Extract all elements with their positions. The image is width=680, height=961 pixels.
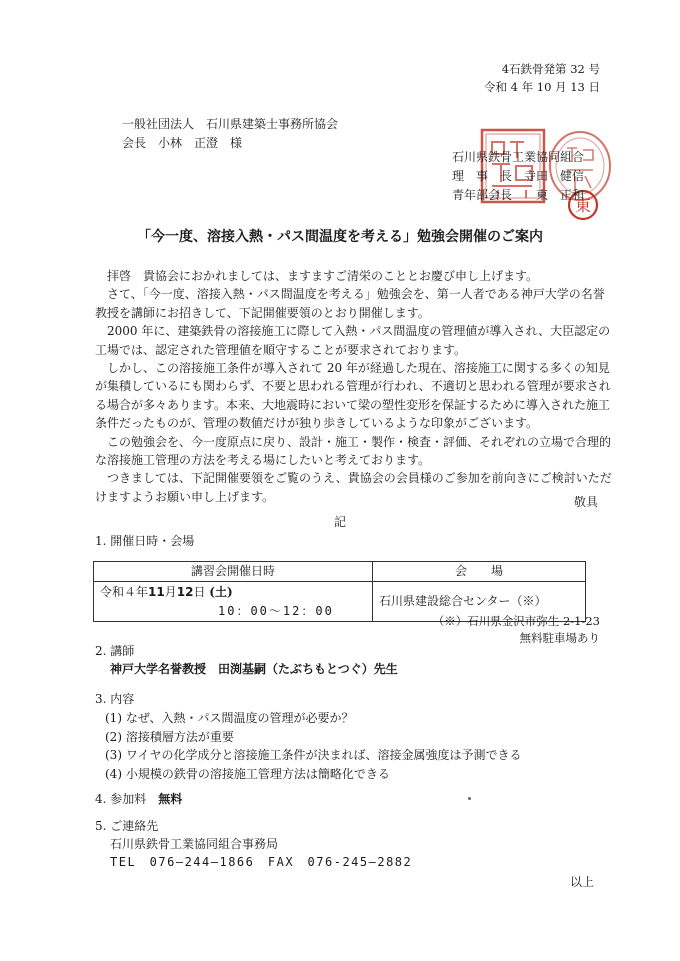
- contact-phone-fax: TEL 076―244―1866 FAX 076-245―2882: [110, 855, 413, 869]
- venue-parking: 無料駐車場あり: [519, 631, 600, 645]
- body-text: [95, 267, 615, 506]
- addressee-block: [122, 115, 338, 153]
- list-item: (1) なぜ、入熱・パス間温度の管理が必要か？: [105, 711, 354, 725]
- list-item: (4) 小規模の鉄骨の溶接施工管理方法は簡略化できる: [105, 766, 390, 781]
- body-paragraph-3: 2000 年に、建築鉄骨の溶接施工に際して入熱・パス間温度の管理値が導入され、大臣認定の工場では、認定された管理値を順守することが要求されております。: [95, 324, 611, 357]
- venue-note: [433, 613, 600, 647]
- ki-marker: 記: [333, 515, 346, 529]
- content-list: [105, 709, 521, 783]
- body-paragraph-6: つきましては、下記開催要領をご覧のうえ、貴協会の会員様のご参加を前向きにご検討いただけますようお願い申し上げます。: [95, 471, 612, 504]
- document-title: 「今一度、溶接入熱・パス間温度を考える」勉強会開催のご案内: [137, 229, 543, 245]
- date-month: 11: [148, 585, 165, 599]
- section-1-title: 1. 開催日時・会場: [95, 534, 195, 548]
- lecturer-name: 神戸大学名誉教授 田渕基嗣（たぶちもとつぐ）先生: [110, 662, 398, 676]
- addressee-person: 会長 小林 正澄 様: [122, 136, 243, 150]
- body-paragraph-4: しかし、この溶接施工条件が導入されて 20 年が経過した現在、溶接施工に関する多くの知見が集積しているにも関わらず、不要と思われる管理が行われ、不適切と思われる管理が要求される場合が多々あります。本来、大地震時において梁の塑性変形を保証するために導入された施工条件だったものが、管理の数値だけが独り歩きしているような印象がございます。: [95, 361, 611, 431]
- document-number: 4石鉄骨発第 32 号: [501, 62, 600, 76]
- section-3-title: 3. 内容: [95, 692, 135, 706]
- date-day-unit: 日: [193, 585, 206, 599]
- body-paragraph-greeting: 拝啓 貴協会におかれましては、ますますご清栄のこととお慶び申し上げます。: [107, 269, 539, 283]
- section-4: [95, 790, 182, 809]
- venue-table-venue-cell: 石川県建設総合センター（※）: [373, 582, 586, 622]
- sender-org: 石川県鉄骨工業協同組合: [452, 150, 585, 164]
- sender-block: [452, 148, 584, 205]
- date-day: 12: [176, 585, 194, 599]
- date-time: 10：00～12：00: [218, 604, 334, 618]
- venue-table-datetime-cell: [94, 582, 373, 622]
- addressee-org: 一般社団法人 石川県建築士事務所協会: [122, 117, 339, 131]
- document-header: [484, 60, 600, 96]
- sender-chair: 理 事 長 寺田 健信: [452, 169, 585, 183]
- contact-org: 石川県鉄骨工業協同組合事務局: [110, 837, 279, 851]
- venue-table-header-date: 講習会開催日時: [94, 562, 373, 582]
- closing-ijo: 以上: [569, 875, 594, 889]
- closing-keigu: 敬具: [573, 495, 598, 509]
- date-month-unit: 月: [164, 585, 177, 599]
- date-prefix: 令和４年: [100, 585, 149, 599]
- section-2-title: 2. 講師: [95, 644, 135, 658]
- section-4-title: 4. 参加料: [95, 792, 147, 806]
- venue-address: （※）石川県金沢市弥生 2-1-23: [432, 614, 600, 628]
- east-seal-text: 東: [574, 196, 592, 215]
- fee-value: 無料: [158, 792, 183, 806]
- speck-dot: [468, 797, 471, 800]
- section-5-title: 5. ご連絡先: [95, 819, 159, 833]
- document-date: 令和 4 年 10 月 13 日: [483, 80, 600, 94]
- list-item: (2) 溶接積層方法が重要: [105, 729, 234, 744]
- body-paragraph-5: この勉強会を、今一度原点に戻り、設計・施工・製作・検査・評価、それぞれの立場で合理的な溶接施工管理の方法を考える場にしたいと考えております。: [95, 434, 612, 468]
- date-weekday: (土): [209, 585, 233, 599]
- venue-table-header-venue: 会 場: [373, 562, 586, 582]
- list-item: (3) ワイヤの化学成分と溶接施工条件が決まれば、溶接金属強度は予測できる: [105, 748, 522, 762]
- sender-youth-chair: 青年部会長 東 正和: [452, 188, 585, 202]
- body-paragraph-2: さて、「今一度、溶接入熱・パス間温度を考える」勉強会を、第一人者である神戸大学の名誉教授を講師にお招きして、下記開催要領のとおり開催します。: [95, 287, 605, 320]
